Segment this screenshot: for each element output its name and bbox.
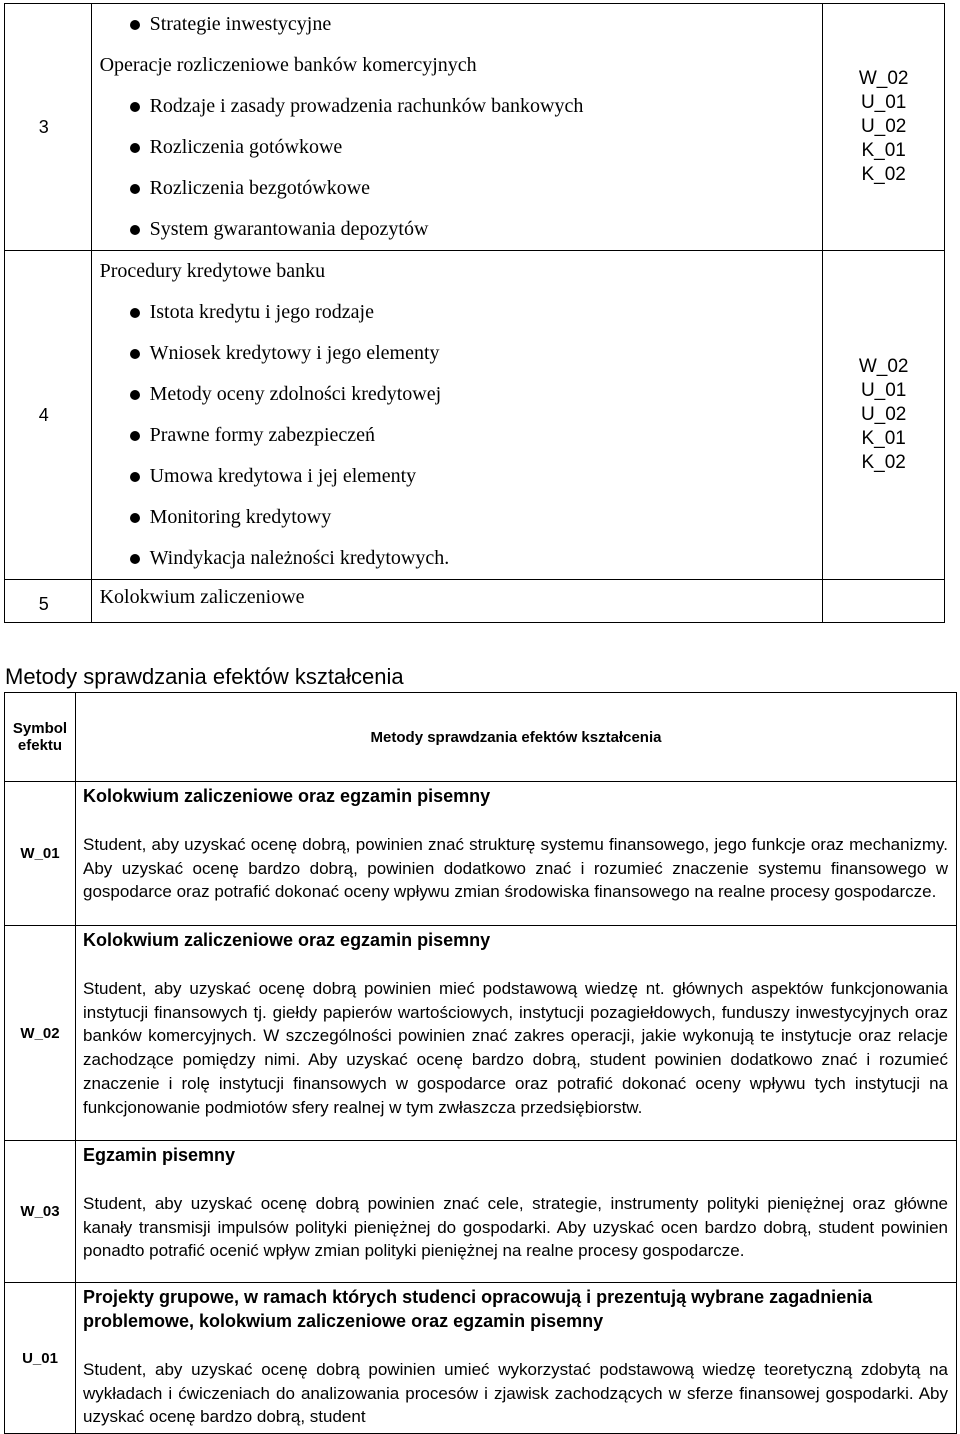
method-name: Projekty grupowe, w ramach których studenci opracowują i prezentują wybrane zagadnienia problemowe, kolokwium zaliczeniowe oraz egzamin pisemny [83,1287,873,1331]
effect-code: U_01 [860,92,907,113]
list-item: Rodzaje i zasady prowadzenia rachunków bankowych [92,86,823,127]
list-item: Windykacja należności kredytowych. [92,538,823,579]
effect-codes [823,251,945,580]
table-row [5,926,957,1141]
list-item: Metody oceny zdolności kredytowej [92,374,823,415]
effect-code: K_02 [861,164,906,185]
topic-heading: Procedury kredytowe banku [99,260,326,282]
effect-code: W_02 [858,68,909,89]
table-row [5,4,945,251]
row-number: 5 [5,580,92,623]
method-name: Kolokwium zaliczeniowe oraz egzamin pisemny [83,930,491,950]
program-content-table [4,3,945,623]
effect-code: W_02 [858,356,909,377]
method-cell [76,782,957,926]
effect-codes [823,580,945,623]
method-cell [76,1141,957,1283]
topic-list [91,580,823,623]
effect-code: U_02 [860,404,907,425]
section-title: Metody sprawdzania efektów kształcenia [5,664,404,689]
list-item: Umowa kredytowa i jej elementy [92,456,823,497]
effect-code: K_02 [861,452,906,473]
method-cell [76,1283,957,1434]
list-item: Prawne formy zabezpieczeń [92,415,823,456]
effect-codes [823,4,945,251]
list-item: Strategie inwestycyjne [92,4,823,45]
method-name: Egzamin pisemny [83,1145,236,1165]
method-name: Kolokwium zaliczeniowe oraz egzamin pisemny [83,786,491,806]
topic-heading: Operacje rozliczeniowe banków komercyjnych [99,54,477,76]
topic-list [91,251,823,580]
table-row [5,782,957,926]
method-description: Student, aby uzyskać ocenę dobrą powinien umieć wykorzystać podstawową wiedzę teoretyczną zdobytą na wykładach i ćwiczeniach do analizowania procesów i zjawisk zachodzących w sferze finansowej gospodarki. Aby uzyskać ocenę bardzo dobrą, student [83,1360,948,1427]
method-description: Student, aby uzyskać ocenę dobrą powinien mieć podstawową wiedzę nt. głównych aspektów funkcjonowania instytucji finansowych tj. giełdy papierów wartościowych, instytucji pozagiełdowych, funduszy inwestycyjnych oraz banków komercyjnych. W szczególności powinien znać zakres operacji, jakie wykonują te instytucje oraz relacje zachodzące pomiędzy nimi. Aby uzyskać ocenę bardzo dobrą, student powinien dodatkowo znać i rozumieć znaczenie i rolę instytucji finansowych w gospodarce oraz potrafić dokonać oceny wpływu tych instytucji na funkcjonowanie podmiotów sfery realnej w tym zwłaszcza przedsiębiorstw. [83,979,948,1117]
table-row [5,580,945,623]
effect-code: K_01 [861,140,906,161]
method-description: Student, aby uzyskać ocenę dobrą, powinien znać strukturę systemu finansowego, jego funkcje oraz mechanizmy. Aby uzyskać ocenę bardzo dobrą, powinien dodatkowo znać i rozumieć znaczenie systemu finansowego w gospodarce oraz potrafić dokonać oceny wpływu zmian środowiska finansowego na realne procesy gospodarcze. [83,835,948,902]
effect-code: U_02 [860,116,907,137]
symbol-header: Symbol efektu [5,693,76,782]
table-row [5,1141,957,1283]
effect-symbol: U_01 [5,1283,76,1434]
list-item: Rozliczenia bezgotówkowe [92,168,823,209]
list-item: Monitoring kredytowy [92,497,823,538]
topic-heading: Kolokwium zaliczeniowe [99,586,305,608]
table-row [5,251,945,580]
table-header-row [5,693,957,782]
effect-code: U_01 [860,380,907,401]
method-cell [76,926,957,1141]
methods-header: Metody sprawdzania efektów kształcenia [76,693,957,782]
list-item: Wniosek kredytowy i jego elementy [92,333,823,374]
row-number: 4 [5,251,92,580]
list-item: Rozliczenia gotówkowe [92,127,823,168]
methods-table [4,692,957,1434]
row-number: 3 [5,4,92,251]
effect-symbol: W_03 [5,1141,76,1283]
list-item: System gwarantowania depozytów [92,209,823,250]
effect-symbol: W_01 [5,782,76,926]
list-item: Istota kredytu i jego rodzaje [92,292,823,333]
method-description: Student, aby uzyskać ocenę dobrą powinien znać cele, strategie, instrumenty polityki pieniężnej oraz główne kanały transmisji impulsów polityki pieniężnej do gospodarki. Aby uzyskać ocen bardzo dobrą, student powinien ponadto potrafić ocenić wpływ zmian polityki pieniężnej na realne procesy gospodarcze. [83,1194,948,1261]
effect-symbol: W_02 [5,926,76,1141]
effect-code: K_01 [861,428,906,449]
topic-list [91,4,823,251]
table-row [5,1283,957,1434]
